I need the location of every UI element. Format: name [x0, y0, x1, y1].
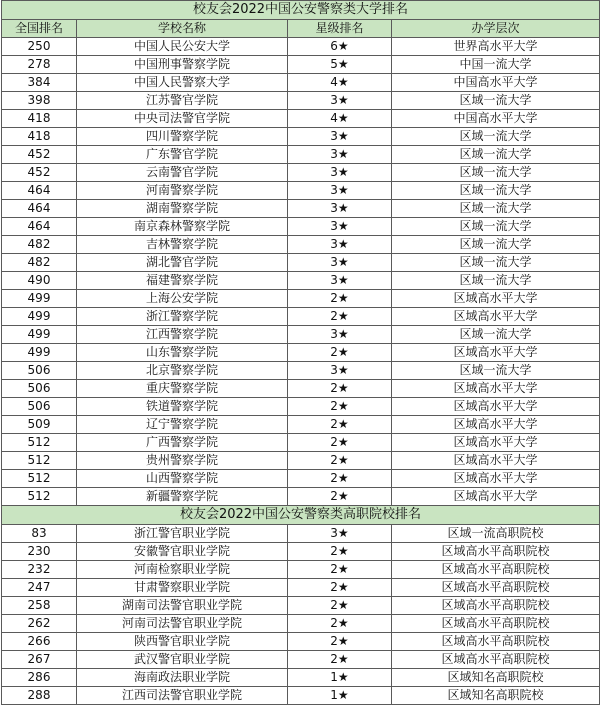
- table-row: [2, 416, 600, 434]
- school-name-cell: 安徽警官职业学院: [77, 543, 288, 561]
- school-level-cell: 区域一流大学: [392, 362, 600, 380]
- school-name-cell: 浙江警官职业学院: [77, 525, 288, 543]
- national-rank-cell: 499: [2, 326, 77, 344]
- star-rank-cell: 3★: [288, 182, 392, 200]
- table-row: [2, 182, 600, 200]
- school-level-cell: 区域高水平大学: [392, 452, 600, 470]
- school-level-cell: 区域一流大学: [392, 254, 600, 272]
- university-section-title: 校友会2022中国公安警察类大学排名: [2, 1, 600, 20]
- school-level-cell: 中国高水平大学: [392, 110, 600, 128]
- school-name-cell: 山西警察学院: [77, 470, 288, 488]
- school-level-cell: 区域一流大学: [392, 128, 600, 146]
- table-row: [2, 470, 600, 488]
- table-row: [2, 597, 600, 615]
- school-name-cell: 湖南警察学院: [77, 200, 288, 218]
- table-row: [2, 669, 600, 687]
- star-rank-cell: 2★: [288, 597, 392, 615]
- star-rank-cell: 3★: [288, 326, 392, 344]
- star-rank-cell: 3★: [288, 92, 392, 110]
- table-row: [2, 579, 600, 597]
- school-level-cell: 区域一流大学: [392, 92, 600, 110]
- table-row: [2, 218, 600, 236]
- vocational-section-title: 校友会2022中国公安警察类高职院校排名: [2, 506, 600, 525]
- table-row: [2, 110, 600, 128]
- star-rank-cell: 2★: [288, 470, 392, 488]
- school-name-cell: 湖北警官学院: [77, 254, 288, 272]
- table-row: [2, 344, 600, 362]
- school-level-cell: 区域高水平大学: [392, 470, 600, 488]
- school-name-cell: 甘肃警察职业学院: [77, 579, 288, 597]
- school-name-cell: 辽宁警察学院: [77, 416, 288, 434]
- table-row: [2, 380, 600, 398]
- school-level-cell: 区域高水平高职院校: [392, 579, 600, 597]
- star-rank-cell: 2★: [288, 579, 392, 597]
- school-name-cell: 河南司法警官职业学院: [77, 615, 288, 633]
- school-name-cell: 广东警官学院: [77, 146, 288, 164]
- school-level-cell: 区域一流大学: [392, 236, 600, 254]
- school-name-cell: 江苏警官学院: [77, 92, 288, 110]
- school-level-cell: 区域高水平高职院校: [392, 615, 600, 633]
- school-level-cell: 区域高水平大学: [392, 434, 600, 452]
- school-level-cell: 区域高水平大学: [392, 308, 600, 326]
- national-rank-cell: 288: [2, 687, 77, 705]
- national-rank-cell: 506: [2, 380, 77, 398]
- table-row: [2, 164, 600, 182]
- national-rank-cell: 499: [2, 344, 77, 362]
- school-level-cell: 区域知名高职院校: [392, 687, 600, 705]
- table-row: [2, 651, 600, 669]
- national-rank-cell: 512: [2, 470, 77, 488]
- star-rank-cell: 1★: [288, 669, 392, 687]
- star-rank-cell: 4★: [288, 74, 392, 92]
- star-rank-cell: 2★: [288, 633, 392, 651]
- school-name-cell: 上海公安学院: [77, 290, 288, 308]
- school-name-cell: 四川警察学院: [77, 128, 288, 146]
- national-rank-cell: 398: [2, 92, 77, 110]
- national-rank-cell: 286: [2, 669, 77, 687]
- school-level-cell: 区域一流大学: [392, 200, 600, 218]
- header-school-name: 学校名称: [77, 20, 288, 38]
- star-rank-cell: 3★: [288, 236, 392, 254]
- table-row: [2, 254, 600, 272]
- star-rank-cell: 2★: [288, 488, 392, 506]
- star-rank-cell: 3★: [288, 146, 392, 164]
- star-rank-cell: 2★: [288, 615, 392, 633]
- school-level-cell: 区域知名高职院校: [392, 669, 600, 687]
- school-name-cell: 山东警察学院: [77, 344, 288, 362]
- school-name-cell: 铁道警察学院: [77, 398, 288, 416]
- school-level-cell: 区域一流大学: [392, 146, 600, 164]
- star-rank-cell: 3★: [288, 254, 392, 272]
- table-row: [2, 290, 600, 308]
- table-row: [2, 56, 600, 74]
- star-rank-cell: 2★: [288, 452, 392, 470]
- star-rank-cell: 2★: [288, 543, 392, 561]
- table-row: [2, 615, 600, 633]
- national-rank-cell: 267: [2, 651, 77, 669]
- ranking-sheet: [1, 0, 599, 705]
- school-name-cell: 重庆警察学院: [77, 380, 288, 398]
- school-name-cell: 海南政法职业学院: [77, 669, 288, 687]
- table-row: [2, 128, 600, 146]
- star-rank-cell: 2★: [288, 416, 392, 434]
- national-rank-cell: 464: [2, 182, 77, 200]
- column-header-row: [2, 20, 600, 38]
- national-rank-cell: 452: [2, 164, 77, 182]
- school-name-cell: 江西警察学院: [77, 326, 288, 344]
- school-level-cell: 区域一流大学: [392, 326, 600, 344]
- school-name-cell: 中国刑事警察学院: [77, 56, 288, 74]
- school-name-cell: 河南警察学院: [77, 182, 288, 200]
- school-level-cell: 区域一流大学: [392, 182, 600, 200]
- school-level-cell: 区域高水平高职院校: [392, 633, 600, 651]
- vocational-section-title-row: [2, 506, 600, 525]
- national-rank-cell: 490: [2, 272, 77, 290]
- star-rank-cell: 2★: [288, 344, 392, 362]
- national-rank-cell: 506: [2, 362, 77, 380]
- header-national-rank: 全国排名: [2, 20, 77, 38]
- school-level-cell: 区域高水平大学: [392, 416, 600, 434]
- school-level-cell: 区域高水平高职院校: [392, 651, 600, 669]
- table-row: [2, 38, 600, 56]
- star-rank-cell: 6★: [288, 38, 392, 56]
- star-rank-cell: 3★: [288, 164, 392, 182]
- table-row: [2, 74, 600, 92]
- school-name-cell: 中央司法警官学院: [77, 110, 288, 128]
- star-rank-cell: 2★: [288, 434, 392, 452]
- star-rank-cell: 5★: [288, 56, 392, 74]
- school-name-cell: 新疆警察学院: [77, 488, 288, 506]
- national-rank-cell: 464: [2, 218, 77, 236]
- national-rank-cell: 482: [2, 254, 77, 272]
- national-rank-cell: 452: [2, 146, 77, 164]
- national-rank-cell: 247: [2, 579, 77, 597]
- star-rank-cell: 2★: [288, 308, 392, 326]
- table-row: [2, 633, 600, 651]
- national-rank-cell: 262: [2, 615, 77, 633]
- school-level-cell: 区域一流大学: [392, 164, 600, 182]
- school-name-cell: 河南检察职业学院: [77, 561, 288, 579]
- star-rank-cell: 3★: [288, 218, 392, 236]
- school-level-cell: 世界高水平大学: [392, 38, 600, 56]
- school-name-cell: 武汉警官职业学院: [77, 651, 288, 669]
- national-rank-cell: 83: [2, 525, 77, 543]
- national-rank-cell: 232: [2, 561, 77, 579]
- university-section-title-row: [2, 1, 600, 20]
- school-name-cell: 湖南司法警官职业学院: [77, 597, 288, 615]
- school-name-cell: 贵州警察学院: [77, 452, 288, 470]
- table-row: [2, 525, 600, 543]
- school-level-cell: 区域高水平高职院校: [392, 597, 600, 615]
- table-row: [2, 687, 600, 705]
- school-level-cell: 区域高水平大学: [392, 290, 600, 308]
- national-rank-cell: 278: [2, 56, 77, 74]
- national-rank-cell: 499: [2, 290, 77, 308]
- school-level-cell: 区域高水平大学: [392, 344, 600, 362]
- school-level-cell: 区域一流高职院校: [392, 525, 600, 543]
- table-row: [2, 146, 600, 164]
- table-row: [2, 488, 600, 506]
- national-rank-cell: 384: [2, 74, 77, 92]
- star-rank-cell: 1★: [288, 687, 392, 705]
- table-row: [2, 200, 600, 218]
- school-name-cell: 北京警察学院: [77, 362, 288, 380]
- table-row: [2, 92, 600, 110]
- school-name-cell: 广西警察学院: [77, 434, 288, 452]
- school-level-cell: 区域高水平高职院校: [392, 543, 600, 561]
- ranking-table-body: [2, 1, 600, 705]
- national-rank-cell: 482: [2, 236, 77, 254]
- school-level-cell: 区域高水平大学: [392, 380, 600, 398]
- school-name-cell: 福建警察学院: [77, 272, 288, 290]
- star-rank-cell: 3★: [288, 362, 392, 380]
- table-row: [2, 362, 600, 380]
- national-rank-cell: 418: [2, 128, 77, 146]
- star-rank-cell: 2★: [288, 380, 392, 398]
- national-rank-cell: 230: [2, 543, 77, 561]
- school-name-cell: 中国人民警察大学: [77, 74, 288, 92]
- school-name-cell: 吉林警察学院: [77, 236, 288, 254]
- ranking-table: [1, 0, 600, 705]
- national-rank-cell: 418: [2, 110, 77, 128]
- national-rank-cell: 266: [2, 633, 77, 651]
- table-row: [2, 398, 600, 416]
- school-level-cell: 中国高水平大学: [392, 74, 600, 92]
- star-rank-cell: 3★: [288, 128, 392, 146]
- table-row: [2, 272, 600, 290]
- school-name-cell: 中国人民公安大学: [77, 38, 288, 56]
- school-level-cell: 区域高水平高职院校: [392, 561, 600, 579]
- table-row: [2, 308, 600, 326]
- header-star-rank: 星级排名: [288, 20, 392, 38]
- star-rank-cell: 2★: [288, 290, 392, 308]
- star-rank-cell: 2★: [288, 651, 392, 669]
- table-row: [2, 434, 600, 452]
- national-rank-cell: 250: [2, 38, 77, 56]
- school-level-cell: 区域一流大学: [392, 272, 600, 290]
- star-rank-cell: 3★: [288, 272, 392, 290]
- school-name-cell: 云南警官学院: [77, 164, 288, 182]
- star-rank-cell: 2★: [288, 561, 392, 579]
- national-rank-cell: 506: [2, 398, 77, 416]
- national-rank-cell: 512: [2, 452, 77, 470]
- table-row: [2, 561, 600, 579]
- national-rank-cell: 258: [2, 597, 77, 615]
- table-row: [2, 543, 600, 561]
- school-name-cell: 浙江警察学院: [77, 308, 288, 326]
- national-rank-cell: 464: [2, 200, 77, 218]
- national-rank-cell: 499: [2, 308, 77, 326]
- school-level-cell: 区域高水平大学: [392, 488, 600, 506]
- school-level-cell: 中国一流大学: [392, 56, 600, 74]
- star-rank-cell: 2★: [288, 398, 392, 416]
- national-rank-cell: 509: [2, 416, 77, 434]
- table-row: [2, 452, 600, 470]
- table-row: [2, 236, 600, 254]
- table-row: [2, 326, 600, 344]
- school-level-cell: 区域高水平大学: [392, 398, 600, 416]
- header-school-level: 办学层次: [392, 20, 600, 38]
- national-rank-cell: 512: [2, 434, 77, 452]
- school-name-cell: 陕西警官职业学院: [77, 633, 288, 651]
- school-level-cell: 区域一流大学: [392, 218, 600, 236]
- star-rank-cell: 4★: [288, 110, 392, 128]
- star-rank-cell: 3★: [288, 200, 392, 218]
- school-name-cell: 南京森林警察学院: [77, 218, 288, 236]
- national-rank-cell: 512: [2, 488, 77, 506]
- star-rank-cell: 3★: [288, 525, 392, 543]
- school-name-cell: 江西司法警官职业学院: [77, 687, 288, 705]
